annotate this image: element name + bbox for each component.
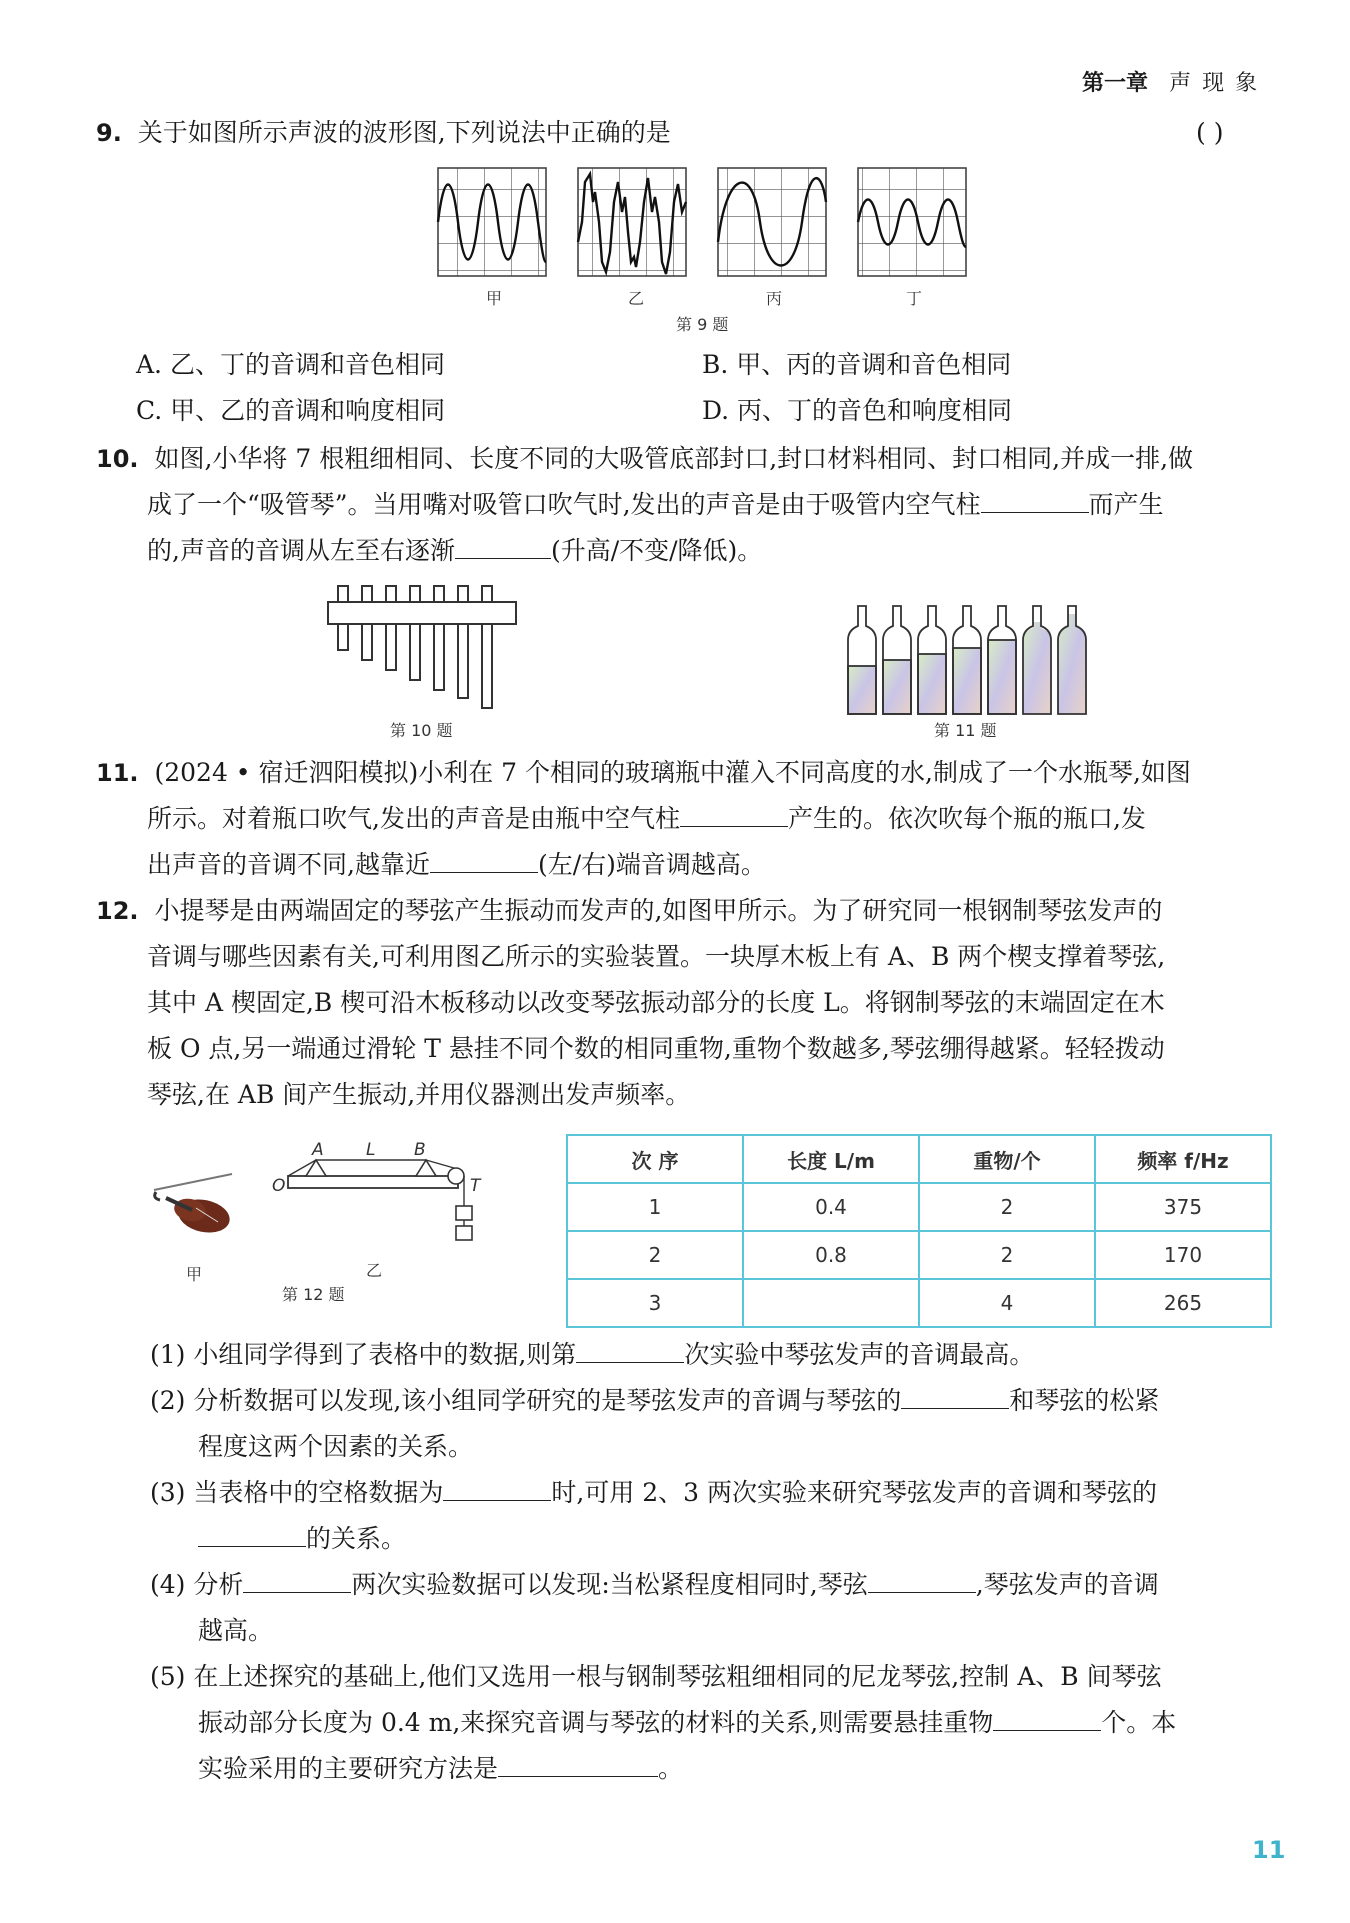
table-cell: 4	[919, 1279, 1095, 1327]
question-text: 的,声音的音调从左至右逐渐	[147, 536, 455, 565]
question-text: (升高/不变/降低)。	[550, 536, 763, 565]
experiment-table	[566, 1134, 1272, 1328]
question-text: 时,可用 2、3 两次实验来研究琴弦发声的音调和琴弦的	[551, 1478, 1158, 1507]
table-header: 频率 f/Hz	[1095, 1135, 1271, 1183]
option-b: B. 甲、丙的音调和音色相同	[702, 350, 1012, 379]
question-10-line1	[96, 442, 1193, 476]
question-text: 和琴弦的松紧	[1009, 1386, 1160, 1415]
violin-image	[146, 1170, 246, 1250]
sub-question-3-cont	[198, 1522, 406, 1556]
label-b: B	[414, 1140, 426, 1160]
answer-blank[interactable]	[430, 850, 538, 873]
table-header: 长度 L/m	[743, 1135, 919, 1183]
answer-blank[interactable]	[498, 1754, 658, 1777]
question-12-line4: 板 O 点,另一端通过滑轮 T 悬挂不同个数的相同重物,重物个数越多,琴弦绷得越紧。轻轻拨动	[147, 1034, 1165, 1063]
question-11-line1	[96, 756, 1191, 790]
question-9-stem	[96, 116, 671, 150]
table-cell: 1	[567, 1183, 743, 1231]
question-text: (左/右)端音调越高。	[537, 850, 766, 879]
figure-label-ding: 丁	[906, 289, 923, 308]
answer-bracket: ( )	[1196, 118, 1224, 147]
table-row	[567, 1231, 1271, 1279]
question-12-line1	[96, 894, 1162, 928]
label-o: O	[272, 1176, 286, 1196]
figure-caption: 第 9 题	[676, 315, 729, 334]
question-text: 成了一个“吸管琴”。当用嘴对吸管口吹气时,发出的声音是由于吸管内空气柱	[147, 490, 981, 519]
table-row	[567, 1279, 1271, 1327]
option-d: D. 丙、丁的音色和响度相同	[702, 396, 1013, 425]
question-text: 小提琴是由两端固定的琴弦产生振动而发声的,如图甲所示。为了研究同一根钢制琴弦发声的	[154, 896, 1163, 925]
answer-blank[interactable]	[455, 536, 551, 559]
figure-label-jia: 甲	[486, 289, 503, 308]
option-c: C. 甲、乙的音调和响度相同	[136, 396, 446, 425]
question-text: (3) 当表格中的空格数据为	[150, 1478, 444, 1507]
waveform-bing	[718, 168, 826, 276]
sub-question-2-cont: 程度这两个因素的关系。	[198, 1432, 474, 1461]
table-header: 重物/个	[919, 1135, 1095, 1183]
chapter-title: 声 现 象	[1169, 71, 1260, 96]
answer-blank[interactable]	[993, 1708, 1101, 1731]
question-text: 。	[658, 1754, 684, 1783]
sub-question-5-cont	[198, 1706, 1176, 1740]
figure-label-yi: 乙	[628, 289, 645, 308]
option-a: A. 乙、丁的音调和音色相同	[136, 350, 445, 379]
question-text: (4) 分析	[150, 1570, 244, 1599]
answer-blank[interactable]	[680, 804, 788, 827]
question-text: 所示。对着瓶口吹气,发出的声音是由瓶中空气柱	[147, 804, 680, 833]
answer-blank[interactable]	[243, 1570, 351, 1593]
question-text: ,琴弦发声的音调	[975, 1570, 1159, 1599]
table-cell: 170	[1095, 1231, 1271, 1279]
answer-blank[interactable]	[901, 1386, 1009, 1409]
answer-blank[interactable]	[198, 1524, 306, 1547]
question-number: 10.	[96, 445, 139, 473]
waveform-yi	[578, 168, 686, 276]
figure-label-jia: 甲	[186, 1265, 203, 1284]
answer-blank[interactable]	[868, 1570, 976, 1593]
table-cell: 3	[567, 1279, 743, 1327]
table-cell: 2	[567, 1231, 743, 1279]
question-12-line3: 其中 A 楔固定,B 楔可沿木板移动以改变琴弦振动部分的长度 L。将钢制琴弦的末端固定在木	[147, 988, 1165, 1017]
waveform-ding	[858, 168, 966, 276]
table-cell: 265	[1095, 1279, 1271, 1327]
sub-question-3	[150, 1476, 1157, 1510]
table-header: 次 序	[567, 1135, 743, 1183]
figure-label-yi: 乙	[366, 1261, 383, 1280]
string-apparatus-figure	[266, 1146, 496, 1276]
sub-question-2	[150, 1384, 1159, 1418]
table-row	[567, 1183, 1271, 1231]
figure-caption: 第 11 题	[934, 721, 997, 740]
figure-caption: 第 10 题	[390, 721, 453, 740]
question-text: (1) 小组同学得到了表格中的数据,则第	[150, 1340, 577, 1369]
question-text: 振动部分长度为 0.4 m,来探究音调与琴弦的材料的关系,则需要悬挂重物	[198, 1708, 994, 1737]
chapter-number: 第一章	[1082, 71, 1149, 96]
straw-pipe-figure	[324, 582, 524, 712]
sub-question-4	[150, 1568, 1159, 1602]
question-10-line2	[147, 488, 1164, 522]
table-cell: 0.4	[743, 1183, 919, 1231]
table-cell: 2	[919, 1183, 1095, 1231]
label-l: L	[366, 1140, 376, 1160]
question-11-line2	[147, 802, 1146, 836]
label-t: T	[470, 1176, 481, 1196]
answer-blank[interactable]	[981, 490, 1089, 513]
sub-question-1	[150, 1338, 1034, 1372]
question-text: 关于如图所示声波的波形图,下列说法中正确的是	[137, 118, 671, 147]
sub-question-5-end	[198, 1752, 683, 1786]
figure-label-bing: 丙	[766, 289, 783, 308]
table-cell: 375	[1095, 1183, 1271, 1231]
question-text: 的关系。	[306, 1524, 407, 1553]
question-number: 9.	[96, 119, 122, 147]
question-12-line2: 音调与哪些因素有关,可利用图乙所示的实验装置。一块厚木板上有 A、B 两个楔支撑着琴弦,	[147, 942, 1166, 971]
table-header-row	[567, 1135, 1271, 1183]
question-text: 而产生	[1088, 490, 1164, 519]
question-number: 11.	[96, 759, 139, 787]
question-text: 两次实验数据可以发现:当松紧程度相同时,琴弦	[351, 1570, 868, 1599]
question-text: 如图,小华将 7 根粗细相同、长度不同的大吸管底部封口,封口材料相同、封口相同,并成一排,做	[154, 444, 1194, 473]
question-text: 实验采用的主要研究方法是	[198, 1754, 499, 1783]
question-10-line3	[147, 534, 762, 568]
question-text: 出声音的音调不同,越靠近	[147, 850, 430, 879]
answer-blank[interactable]	[443, 1478, 551, 1501]
question-text: (2) 分析数据可以发现,该小组同学研究的是琴弦发声的音调与琴弦的	[150, 1386, 902, 1415]
bottle-figure	[846, 600, 1096, 716]
table-cell: 0.8	[743, 1231, 919, 1279]
question-number: 12.	[96, 897, 139, 925]
question-text: 次实验中琴弦发声的音调最高。	[684, 1340, 1035, 1369]
question-text: 个。本	[1101, 1708, 1177, 1737]
waveform-jia	[438, 168, 546, 276]
page-number: 11	[1252, 1836, 1286, 1864]
sub-question-5: (5) 在上述探究的基础上,他们又选用一根与钢制琴弦粗细相同的尼龙琴弦,控制 A、B 间琴弦	[150, 1662, 1162, 1691]
question-11-line3	[147, 848, 766, 882]
label-a: A	[312, 1140, 324, 1160]
figure-caption: 第 12 题	[282, 1285, 345, 1304]
question-12-line5: 琴弦,在 AB 间产生振动,并用仪器测出发声频率。	[147, 1080, 691, 1109]
table-cell: 2	[919, 1231, 1095, 1279]
question-text: (2024 • 宿迁泗阳模拟)小利在 7 个相同的玻璃瓶中灌入不同高度的水,制成了一个水瓶琴,如图	[154, 758, 1191, 787]
sub-question-4-cont: 越高。	[198, 1616, 274, 1645]
chapter-header	[1082, 66, 1259, 97]
answer-blank[interactable]	[576, 1340, 684, 1363]
question-text: 产生的。依次吹每个瓶的瓶口,发	[787, 804, 1146, 833]
table-cell-blank[interactable]	[743, 1279, 919, 1327]
